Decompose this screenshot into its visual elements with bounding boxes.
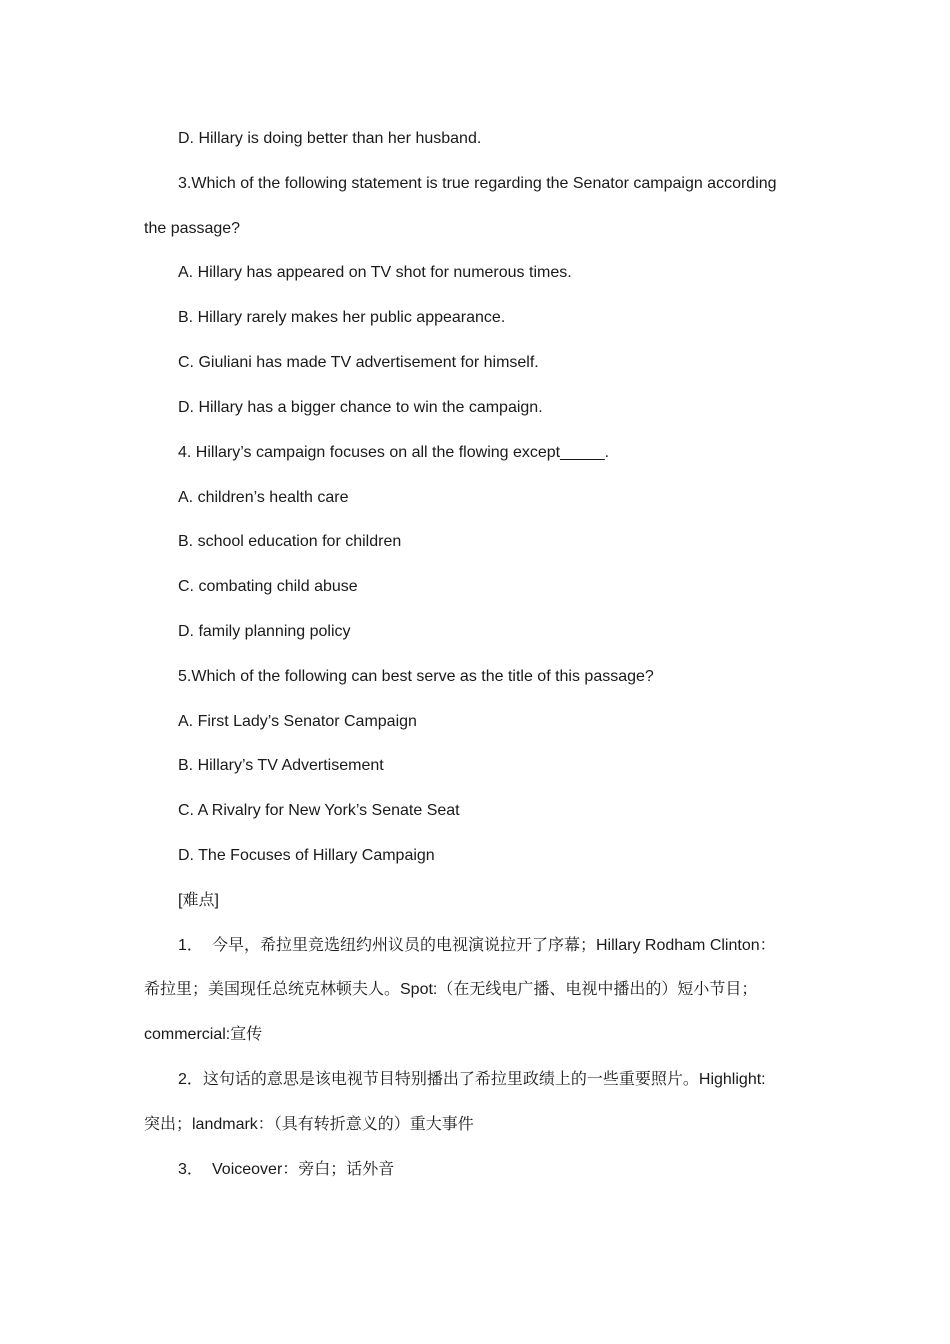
q5-option-b: B. Hillary’s TV Advertisement	[178, 757, 384, 774]
q5-option-d: D. The Focuses of Hillary Campaign	[178, 847, 435, 864]
note-2-line1: 2．这句话的意思是该电视节目特别播出了希拉里政绩上的一些重要照片。Highlight:	[178, 1071, 766, 1088]
notes-heading: [难点]	[178, 892, 219, 909]
note-3-line	[178, 1160, 394, 1180]
q4-stem: 4. Hillary’s campaign focuses on all the flowing except_____.	[178, 444, 610, 461]
note-1-line2: 希拉里；美国现任总统克林顿夫人。Spot:（在无线电广播、电视中播出的）短小节目；	[144, 981, 758, 998]
note-2-line2: 突出；landmark：（具有转折意义的）重大事件	[144, 1116, 474, 1133]
q5-option-a: A. First Lady’s Senator Campaign	[178, 713, 417, 730]
q5-option-c: C. A Rivalry for New York’s Senate Seat	[178, 802, 460, 819]
note-1-line1	[178, 936, 776, 956]
note-1-line3: commercial:宣传	[144, 1026, 263, 1043]
q4-option-b: B. school education for children	[178, 533, 402, 550]
q3-option-b: B. Hillary rarely makes her public appearance.	[178, 309, 506, 326]
q3-option-d: D. Hillary has a bigger chance to win the campaign.	[178, 399, 543, 416]
q2-option-d: D. Hillary is doing better than her husband.	[178, 130, 482, 147]
q4-option-a: A. children’s health care	[178, 489, 349, 506]
note-3-number: 3．	[178, 1161, 203, 1178]
q3-option-c: C. Giuliani has made TV advertisement for himself.	[178, 354, 539, 371]
q3-stem-line2: the passage?	[144, 220, 241, 237]
q4-option-d: D. family planning policy	[178, 623, 351, 640]
q4-option-c: C. combating child abuse	[178, 578, 358, 595]
q3-stem-line1: 3.Which of the following statement is true regarding the Senator campaign according	[178, 175, 777, 192]
q5-stem: 5.Which of the following can best serve as the title of this passage?	[178, 668, 654, 685]
note-1-text: 今早，希拉里竞选纽约州议员的电视演说拉开了序幕；Hillary Rodham Clinton：	[212, 937, 776, 954]
note-1-number: 1．	[178, 937, 203, 954]
note-3-text: Voiceover：旁白；话外音	[212, 1161, 395, 1178]
q3-option-a: A. Hillary has appeared on TV shot for numerous times.	[178, 264, 572, 281]
